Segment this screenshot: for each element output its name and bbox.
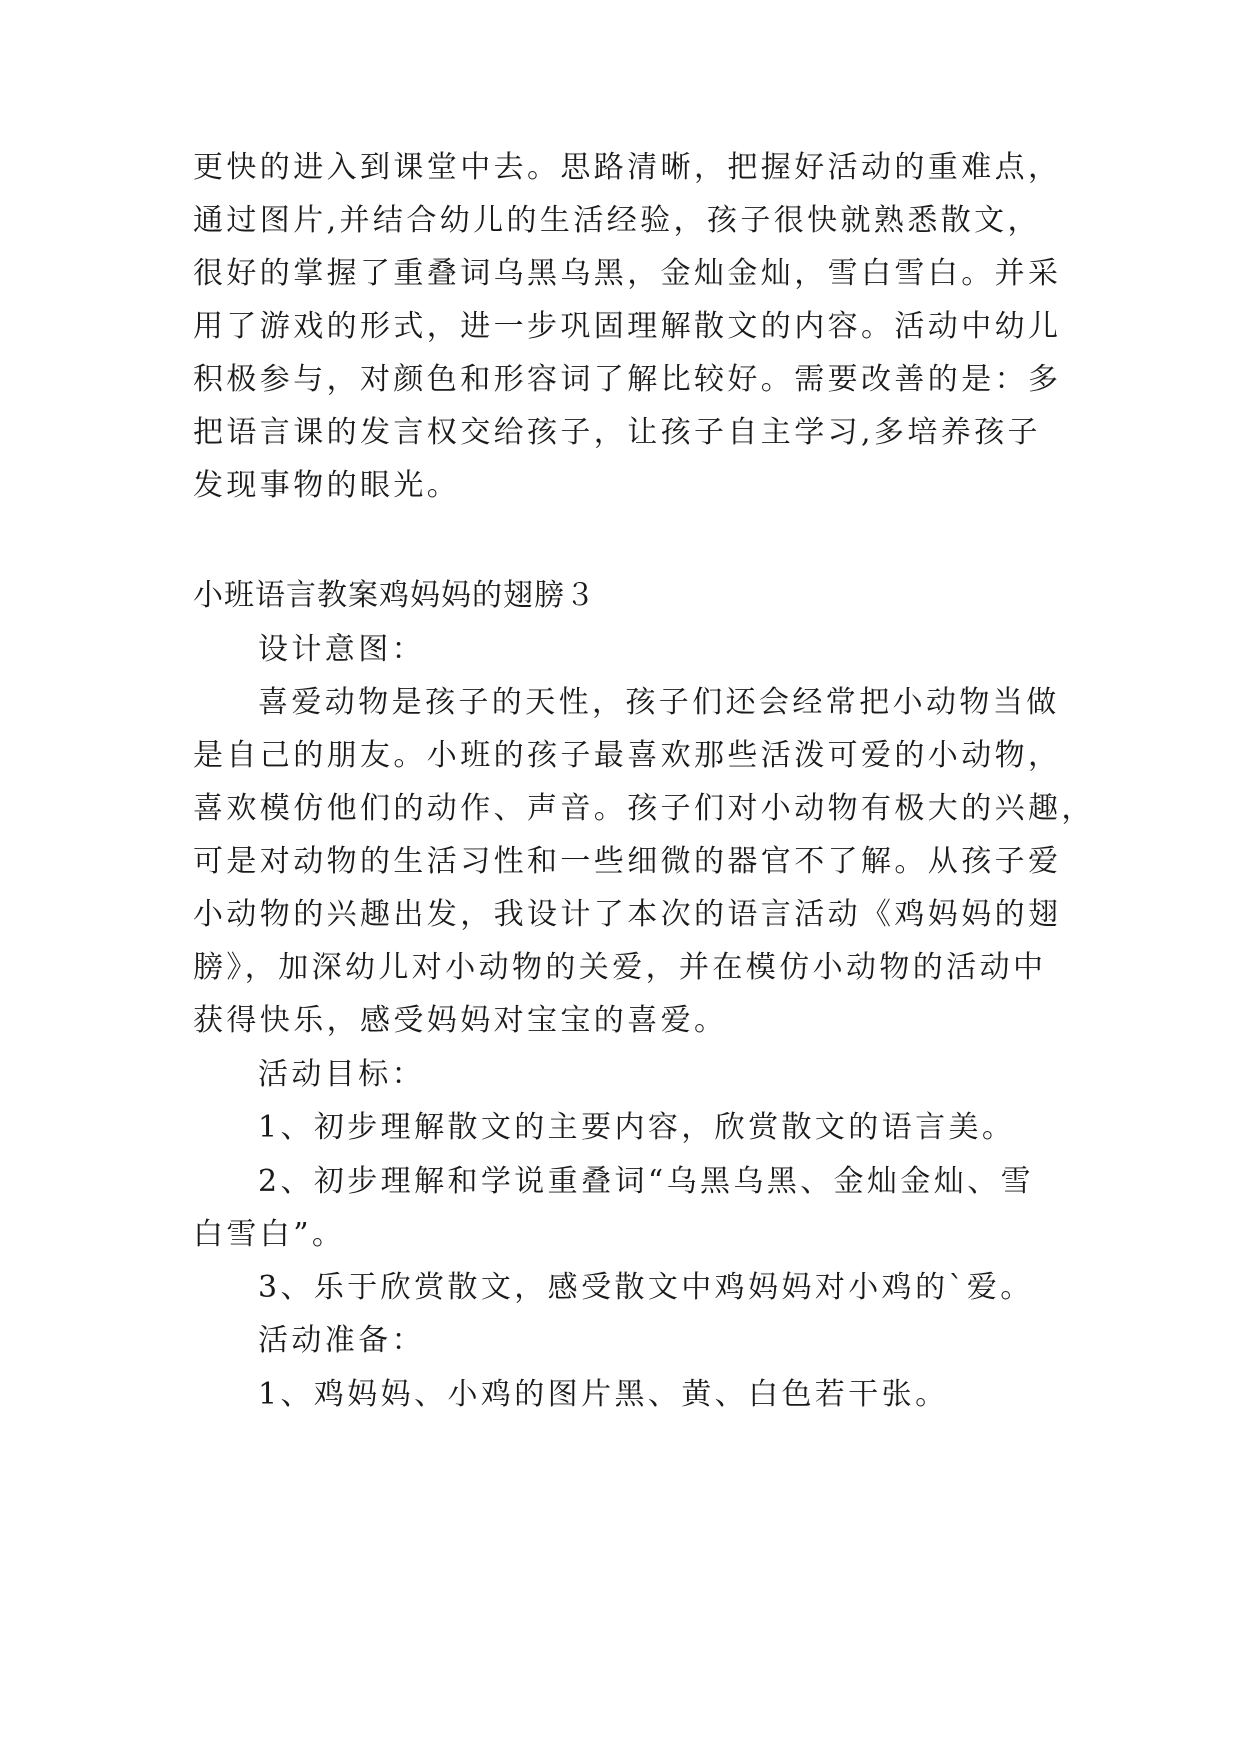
paragraph-line: 通过图片,并结合幼儿的生活经验，孩子很快就熟悉散文， — [193, 203, 1041, 238]
section-title: 小班语言教案鸡妈妈的翅膀３ — [193, 578, 596, 613]
paragraph-line: 更快的进入到课堂中去。思路清晰，把握好活动的重难点， — [193, 150, 1062, 185]
paragraph-line: 用了游戏的形式，进一步巩固理解散文的内容。活动中幼儿 — [193, 309, 1062, 344]
paragraph-line: 把语言课的发言权交给孩子，让孩子自主学习,多培养孩子 — [193, 415, 1041, 450]
design-intent-heading: 设计意图： — [258, 632, 425, 667]
prep-item-1: 1、鸡妈妈、小鸡的图片黑、黄、白色若干张。 — [258, 1377, 949, 1412]
paragraph-line: 发现事物的眼光。 — [193, 468, 461, 503]
paragraph-line: 可是对动物的生活习性和一些细微的器官不了解。从孩子爱 — [193, 844, 1062, 879]
activity-goals-heading: 活动目标： — [258, 1057, 425, 1092]
paragraph-line: 喜爱动物是孩子的天性，孩子们还会经常把小动物当做 — [258, 685, 1060, 720]
paragraph-line: 是自己的朋友。小班的孩子最喜欢那些活泼可爱的小动物， — [193, 738, 1062, 773]
goal-item-2: 2、初步理解和学说重叠词“乌黑乌黑、金灿金灿、雪 — [258, 1164, 1035, 1199]
activity-prep-heading: 活动准备： — [258, 1323, 425, 1358]
goal-item-2-continued: 白雪白”。 — [193, 1217, 346, 1252]
paragraph-line: 很好的掌握了重叠词乌黑乌黑，金灿金灿，雪白雪白。并采 — [193, 256, 1062, 291]
goal-item-1: 1、初步理解散文的主要内容，欣赏散文的语言美。 — [258, 1110, 1016, 1145]
paragraph-line: 小动物的兴趣出发，我设计了本次的语言活动《鸡妈妈的翅 — [193, 897, 1062, 932]
paragraph-line: 获得快乐，感受妈妈对宝宝的喜爱。 — [193, 1003, 728, 1038]
goal-item-3: 3、乐于欣赏散文，感受散文中鸡妈妈对小鸡的`爱。 — [258, 1270, 1034, 1305]
paragraph-line: 膀》，加深幼儿对小动物的关爱，并在模仿小动物的活动中 — [193, 950, 1047, 985]
paragraph-line: 喜欢模仿他们的动作、声音。孩子们对小动物有极大的兴趣， — [193, 791, 1095, 826]
paragraph-line: 积极参与，对颜色和形容词了解比较好。需要改善的是：多 — [193, 362, 1062, 397]
